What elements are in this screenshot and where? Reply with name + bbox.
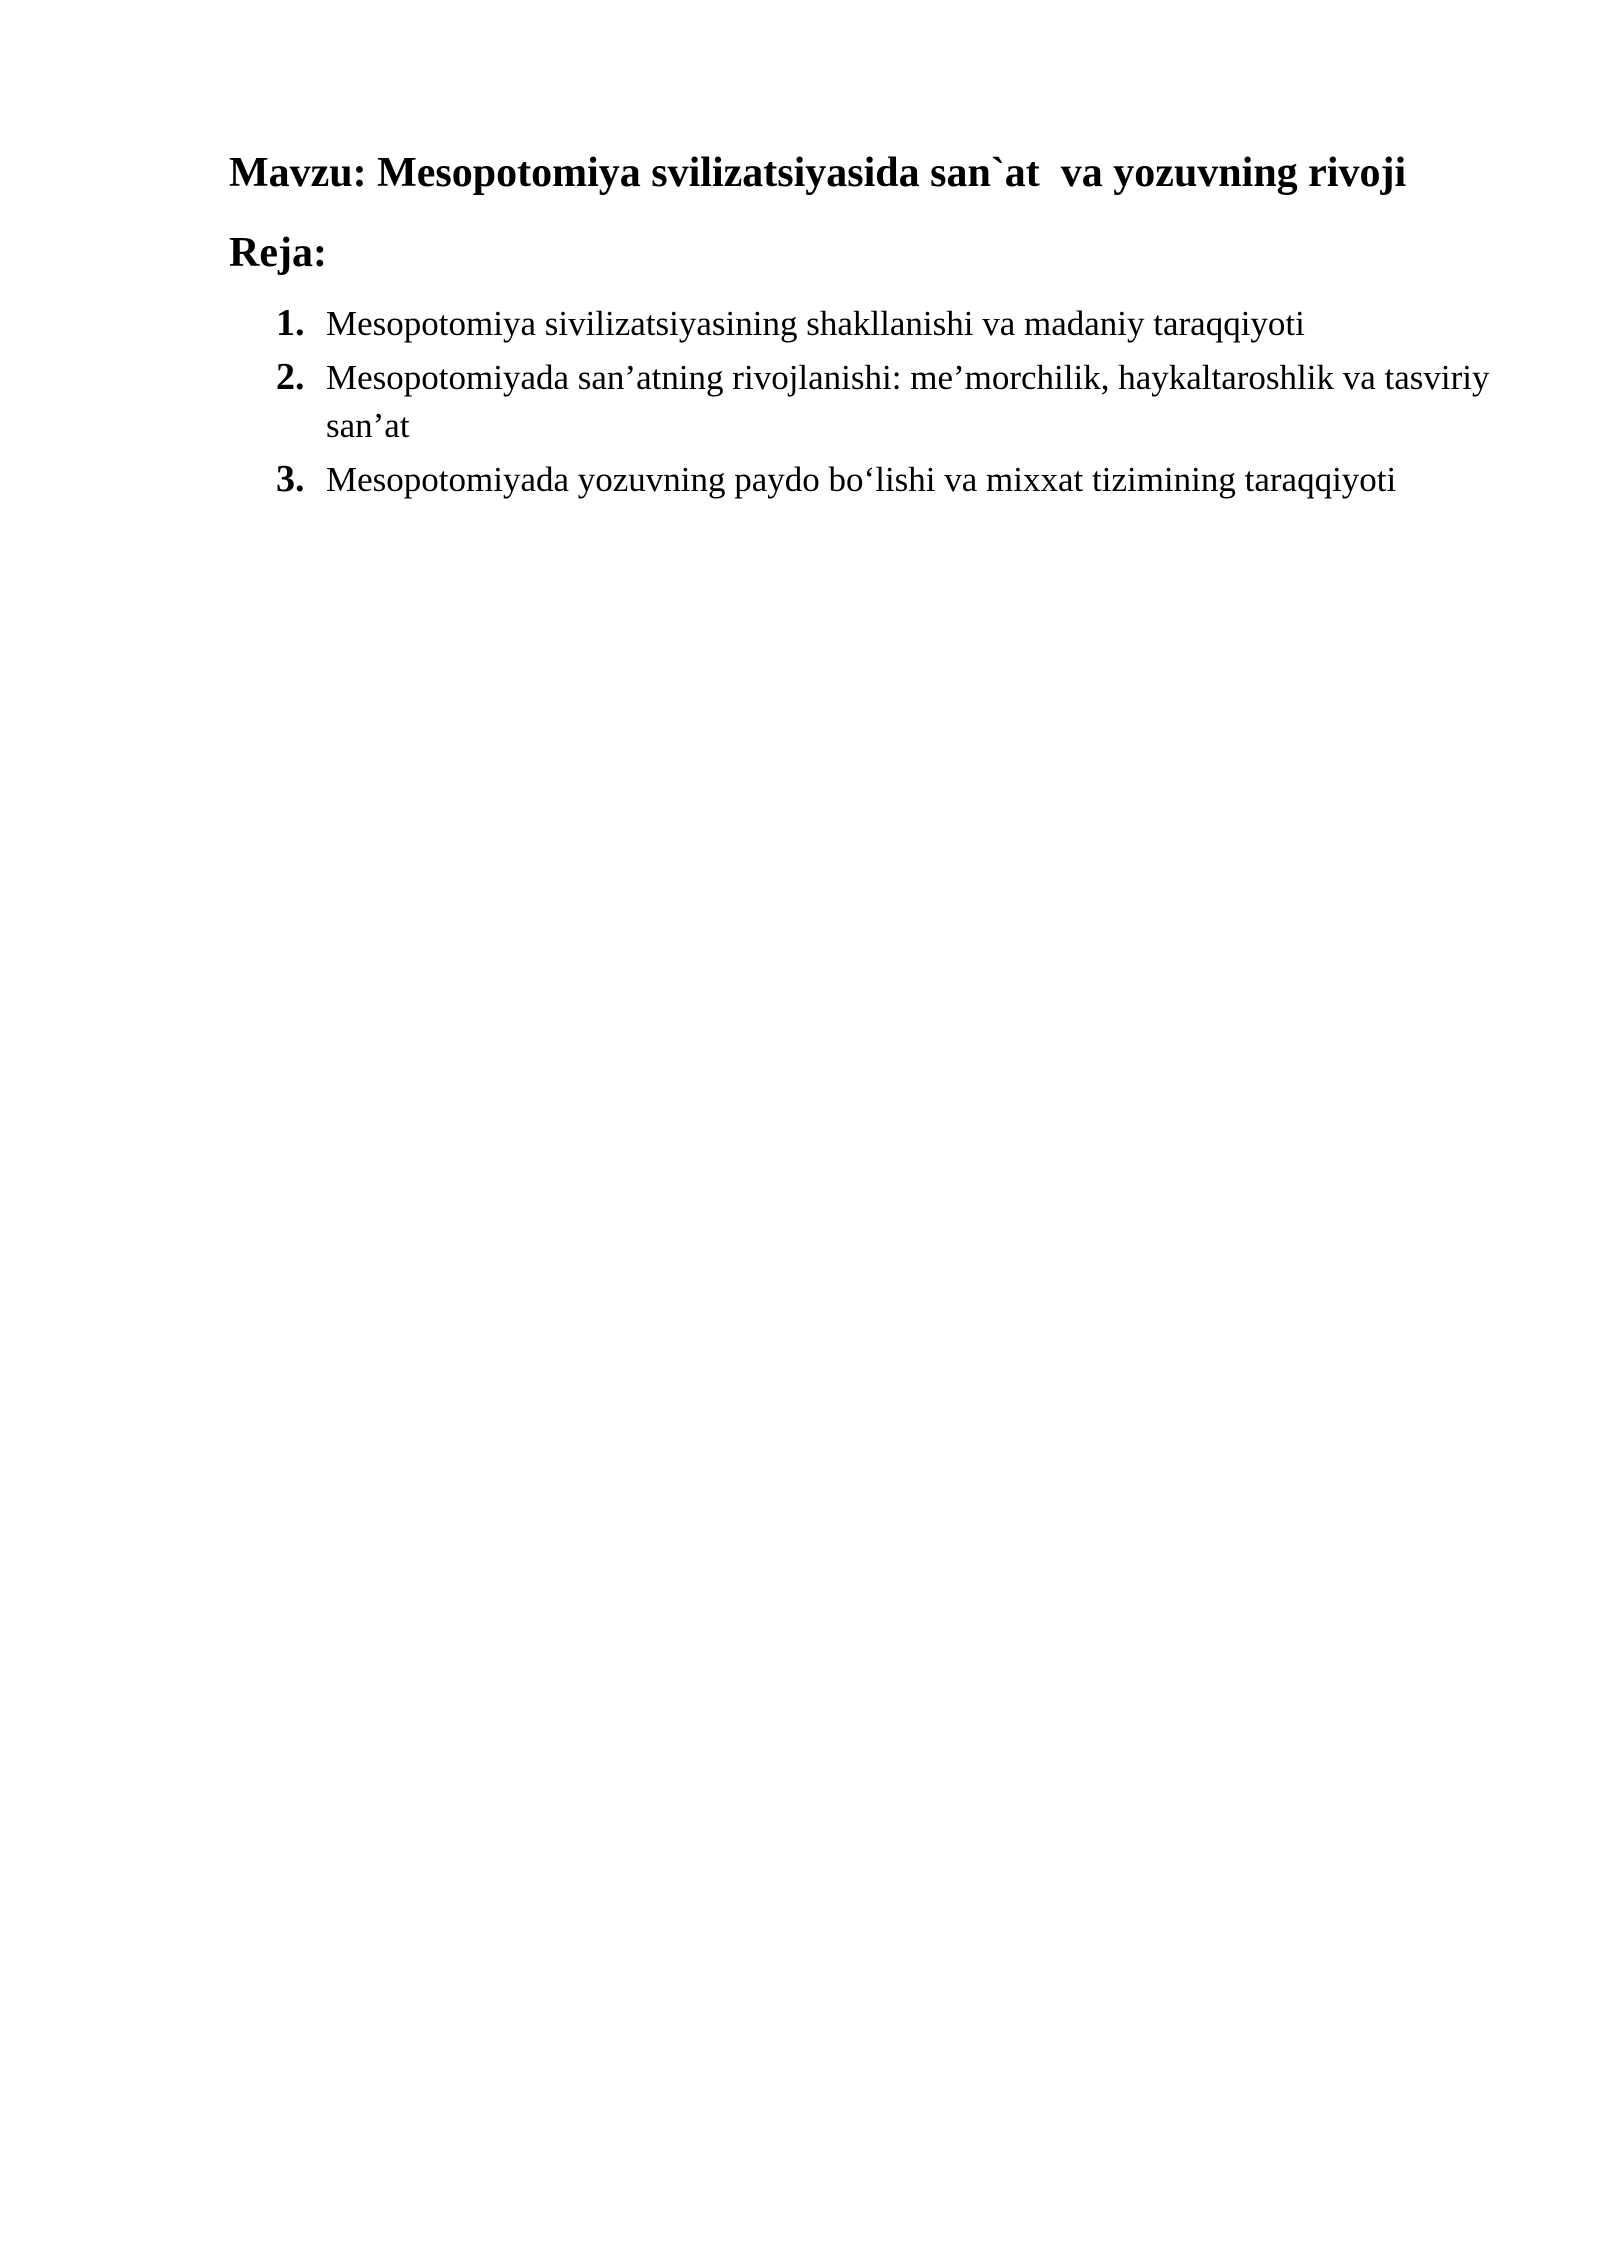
plan-item-number: 1. (276, 302, 305, 344)
plan-item-number: 2. (276, 356, 305, 398)
plan-item (276, 300, 1506, 348)
plan-list (276, 300, 1506, 510)
plan-item (276, 456, 1506, 504)
plan-item-text: Mesopotomiyada san’atning rivojlanishi: me’morchilik, haykaltaroshlik va tasviriy san’at (326, 358, 1490, 445)
plan-item-text: Mesopotomiyada yozuvning paydo bo‘lishi va mixxat tizimining taraqqiyoti (326, 460, 1397, 499)
plan-item-text: Mesopotomiya sivilizatsiyasining shakllanishi va madaniy taraqqiyoti (326, 304, 1305, 343)
document-title: Mavzu: Mesopotomiya svilizatsiyasida san`at va yozuvning rivoji (229, 150, 1407, 196)
plan-item (276, 354, 1506, 450)
plan-item-number: 3. (276, 458, 305, 500)
plan-heading: Reja: (229, 230, 327, 276)
